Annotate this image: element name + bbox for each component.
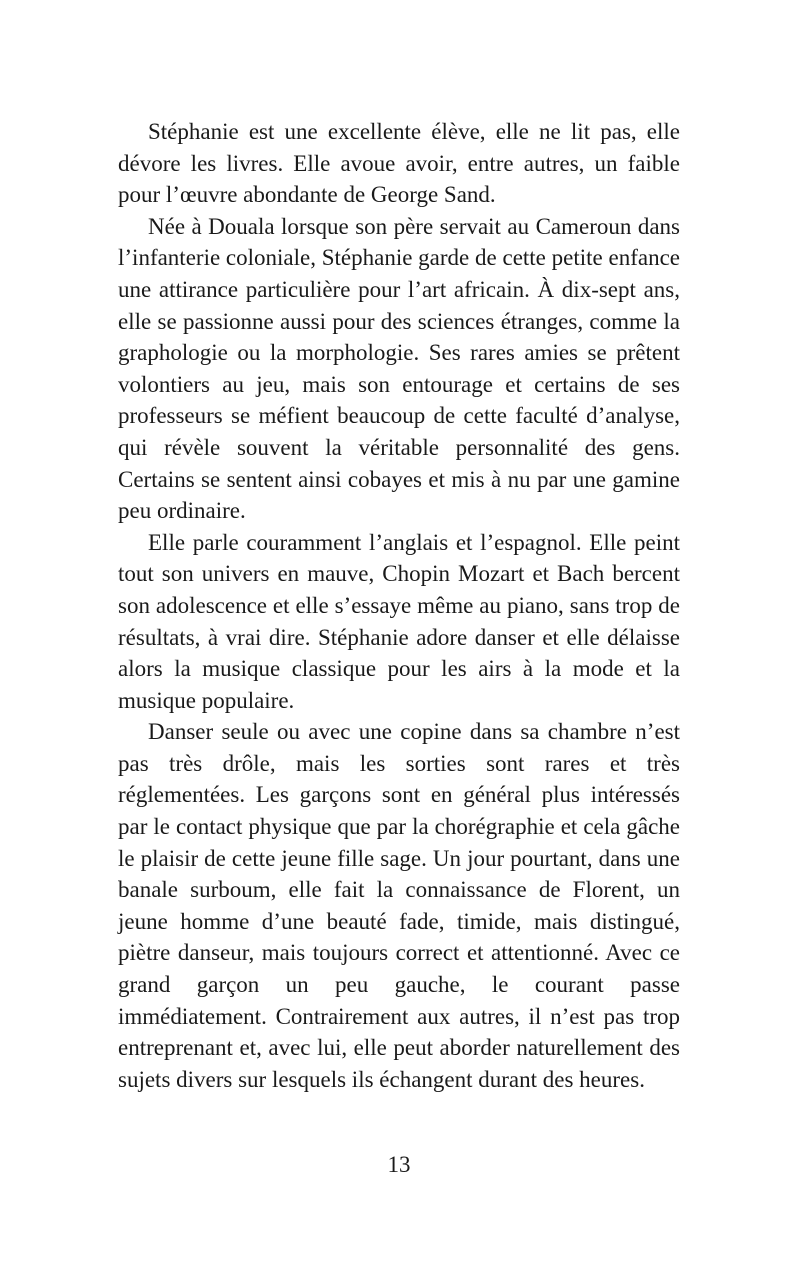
paragraph-1: Stéphanie est une excellente élève, elle ne lit pas, elle dévore les livres. Elle avoue avoir, entre autres, un faible pour l’œuvre abondante de George Sand. <box>118 119 680 208</box>
paragraph-4: Danser seule ou avec une copine dans sa chambre n’est pas très drôle, mais les sorties sont rares et très réglementées. Les garçons sont en général plus intéressés par le contact physique que par la chorégraphie et cela gâche le plaisir de cette jeune fille sage. Un jour pourtant, dans une banale surboum, elle fait la connaissance de Florent, un jeune homme d’une beauté fade, timide, mais distingué, piètre danseur, mais toujours correct et attentionné. Avec ce grand garçon un peu gauche, le courant passe immédiatement. Contrairement aux autres, il n’est pas trop entreprenant et, avec lui, elle peut aborder naturellement des sujets divers sur lesquels ils échangent durant des heures. <box>118 719 680 1092</box>
paragraph-3: Elle parle couramment l’anglais et l’espagnol. Elle peint tout son univers en mauve, Chopin Mozart et Bach bercent son adolescence et elle s’essaye même au piano, sans trop de résultats, à vrai dire. Stéphanie adore danser et elle délaisse alors la musique classique pour les airs à la mode et la musique populaire. <box>118 529 680 713</box>
body-text <box>118 116 680 1095</box>
page-number: 13 <box>387 1152 411 1177</box>
paragraph-2: Née à Douala lorsque son père servait au Cameroun dans l’infanterie coloniale, Stéphanie garde de cette petite enfance une attirance particulière pour l’art africain. À dix-sept ans, elle se passionne aussi pour des sciences étranges, comme la graphologie ou la morphologie. Ses rares amies se prêtent volontiers au jeu, mais son entourage et certains de ses professeurs se méfient beaucoup de cette faculté d’analyse, qui révèle souvent la véritable personnalité des gens. Certains se sentent ainsi cobayes et mis à nu par une gamine peu ordinaire. <box>118 213 680 524</box>
